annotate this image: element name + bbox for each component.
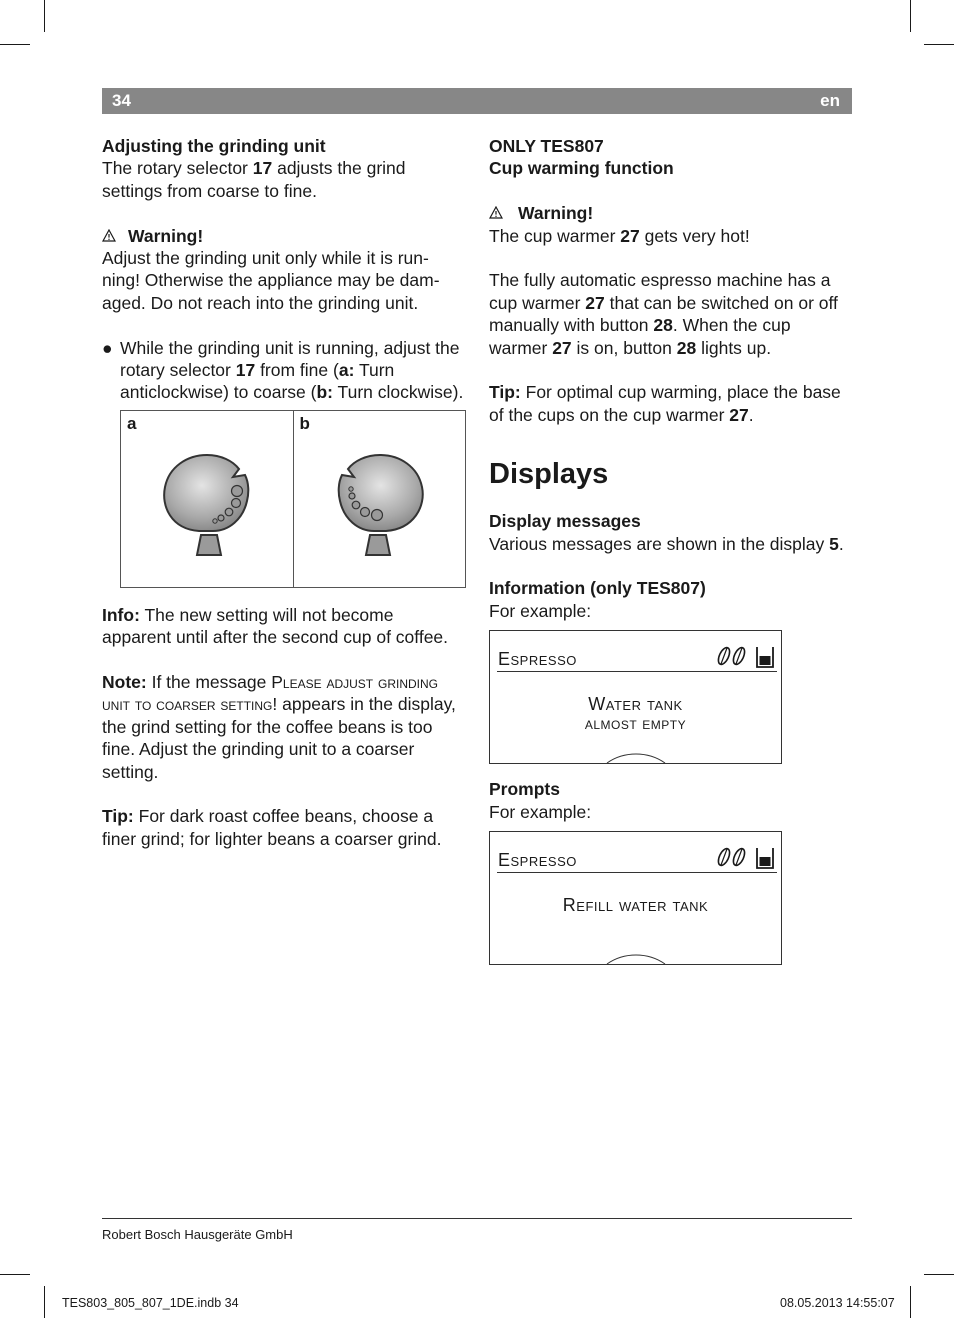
figure-label-a: a [127, 413, 137, 433]
example-label: For example: [489, 600, 592, 621]
warning-text: The cup warmer 27 gets very hot! [489, 225, 750, 246]
figure-panel-b [293, 411, 466, 587]
crop-mark [924, 1274, 954, 1275]
coffee-bean-icon [731, 646, 747, 666]
cup-warmer-paragraph: The fully automatic espresso machine has a cup warmer 27 that can be switched on or off manually with button 28. When the cup warmer 27 is on, button 28 lights up. [489, 270, 838, 358]
display-message: almost empty [584, 715, 687, 734]
grinding-intro: The rotary selector 17 adjusts the grind settings from coarse to fine. [102, 158, 406, 201]
display-title: Espresso [498, 849, 577, 870]
display-header [497, 643, 777, 672]
display-header [497, 844, 777, 873]
cup-icon [757, 848, 773, 868]
display-screen-prompt [489, 831, 782, 965]
footer-divider [102, 1218, 852, 1219]
page-header [102, 88, 852, 114]
crop-mark [910, 0, 911, 32]
display-message: Water tank [588, 694, 683, 715]
cup-warming-heading: Cup warming function [489, 158, 674, 179]
tip-paragraph: Tip: For optimal cup warming, place the base of the cups on the cup warmer 27. [489, 382, 841, 425]
right-column [489, 135, 853, 965]
display-title: Espresso [498, 648, 577, 669]
coffee-bean-icon [716, 646, 732, 666]
rotary-selector-icon [121, 411, 293, 587]
left-column [102, 135, 466, 850]
page-number: 34 [112, 91, 131, 110]
cup-icon [757, 647, 773, 667]
model-label: ONLY TES807 [489, 136, 604, 156]
crop-mark [910, 1286, 911, 1318]
display-arc [606, 953, 666, 965]
crop-mark [0, 1274, 30, 1275]
info-paragraph: Info: The new setting will not become apparent until after the second cup of coffee. [102, 604, 449, 648]
footer-company: Robert Bosch Hausgeräte GmbH [102, 1227, 293, 1242]
rotary-selector-icon [294, 411, 466, 587]
section-title: Displays [489, 458, 609, 491]
display-arc [606, 752, 666, 764]
figure-panel-a [121, 411, 293, 587]
print-slug-date: 08.05.2013 14:55:07 [780, 1296, 895, 1310]
prompts-heading: Prompts [489, 779, 560, 800]
warning-title: Warning! [128, 225, 204, 246]
display-messages-heading: Display messages [489, 511, 641, 532]
display-message: Refill water tank [562, 895, 709, 916]
information-heading: Information (only TES807) [489, 578, 706, 599]
print-slug-file: TES803_805_807_1DE.indb 34 [62, 1296, 239, 1310]
crop-mark [924, 44, 954, 45]
coffee-bean-icon [731, 847, 747, 867]
language-code: en [820, 91, 840, 110]
figure-label-b: b [299, 413, 310, 433]
coffee-bean-icon [716, 847, 732, 867]
list-item: ● While the grinding unit is running, adjust the rotary selector 17 from fine (a: Turn anticlockwise) to coarse (b: Turn clockwise). [102, 337, 464, 403]
crop-mark [44, 1286, 45, 1318]
display-message: Please adjust grinding unit to coarser setting! [102, 672, 438, 715]
grinding-heading: Adjusting the grinding unit [102, 136, 326, 156]
warning-title: Warning! [518, 203, 594, 224]
crop-mark [44, 0, 45, 32]
note-paragraph: Note: If the message Please adjust grinding unit to coarser setting! appears in the display, the grind setting for the coffee beans is too fine. Adjust the grinding unit to a coarser setting. [102, 672, 456, 782]
crop-mark [0, 44, 30, 45]
tip-paragraph: Tip: For dark roast coffee beans, choose a finer grind; for lighter beans a coarser grind. [102, 806, 442, 849]
warning-triangle-icon [102, 225, 128, 247]
example-label: For example: [489, 801, 592, 822]
bullet-icon: ● [102, 337, 113, 358]
warning-triangle-icon [489, 202, 518, 224]
grinder-figure [120, 410, 466, 588]
display-messages-text: Various messages are shown in the display 5. [489, 533, 844, 554]
display-screen-info [489, 630, 782, 764]
warning-text: Adjust the grinding unit only while it is run-ning! Otherwise the appliance may be dam-aged. Do not reach into the grinding unit. [102, 248, 440, 313]
